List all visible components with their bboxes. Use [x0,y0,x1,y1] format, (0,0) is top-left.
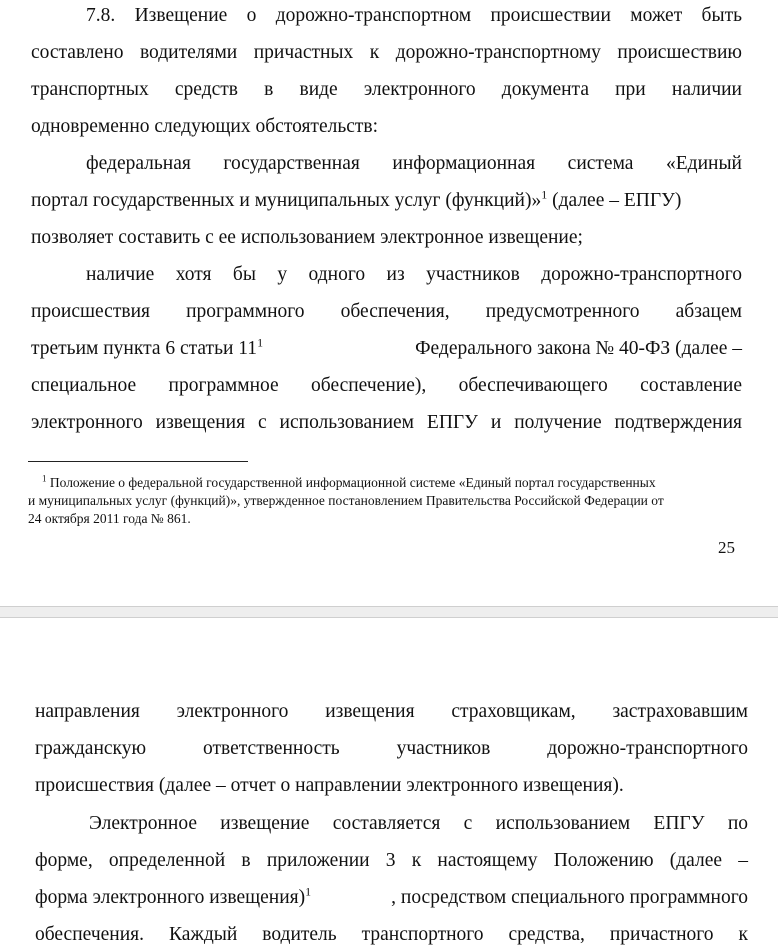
paragraph-line: специальное программное обеспечение), обеспечивающего составление [31,375,742,396]
paragraph-line: наличие хотя бы у одного из участников дорожно-транспортного [86,264,742,285]
text-run: третьим пункта 6 статьи $11^1$ [31,335,264,359]
text-run: форма электронного извещения)$^1$ [35,884,312,908]
text-run: (далее – ЕПГУ) [547,190,682,211]
footnote-divider [28,461,248,462]
page-number: 25 [718,538,735,557]
superscript: 1 [305,884,312,899]
paragraph-line: направления электронного извещения страховщикам, застраховавшим [35,701,748,722]
footnote-text: Положение о федеральной государственной информационной системе «Единый портал государственных [49,475,656,490]
text-run: портал государственных и муниципальных услуг (функций)» [31,190,542,211]
paragraph-line: 7.8. Извещение о дорожно-транспортном происшествии может быть [86,5,742,26]
paragraph-line: электронного извещения с использованием ЕПГУ и получение подтверждения [31,412,742,433]
paragraph-line: Электронное извещение составляется с использованием ЕПГУ по [89,813,748,834]
footnote-line: 24 октября 2011 года № 861. [28,511,191,526]
text-run: , посредством специального программного [391,887,748,908]
paragraph-line: федеральная государственная информационная система «Единый [86,153,742,174]
paragraph-line: происшествия (далее – отчет о направлении электронного извещения). [35,775,624,796]
paragraph-line: гражданскую ответственность участников дорожно-транспортного [35,738,748,759]
paragraph-line [31,189,681,213]
footnote-line [42,474,656,491]
paragraph-line: форме, определенной в приложении 3 к настоящему Положению (далее – [35,850,748,871]
superscript: 1 [257,335,264,350]
paragraph-line: обеспечения. Каждый водитель транспортного средства, причастного к [35,924,748,945]
paragraph-line: позволяет составить с ее использованием электронное извещение; [31,227,583,248]
paragraph-line: одновременно следующих обстоятельств: [31,116,379,137]
footnote-marker: 1 [42,473,47,484]
paragraph-line: транспортных средств в виде электронного документа при наличии [31,79,742,100]
paragraph-line [31,337,742,361]
paragraph-line [35,886,748,910]
footnote-line: и муниципальных услуг (функций)», утвержденное постановлением Правительства Российской Федерации от [28,493,664,508]
text-run: Федерального закона № 40-ФЗ (далее – [415,338,742,359]
page-lower [0,618,778,947]
footnote-marker: 1 [541,187,548,202]
paragraph-line: происшествия программного обеспечения, предусмотренного абзацем [31,301,742,322]
paragraph-line: составлено водителями причастных к дорожно-транспортному происшествию [31,42,742,63]
page-separator [0,606,778,618]
